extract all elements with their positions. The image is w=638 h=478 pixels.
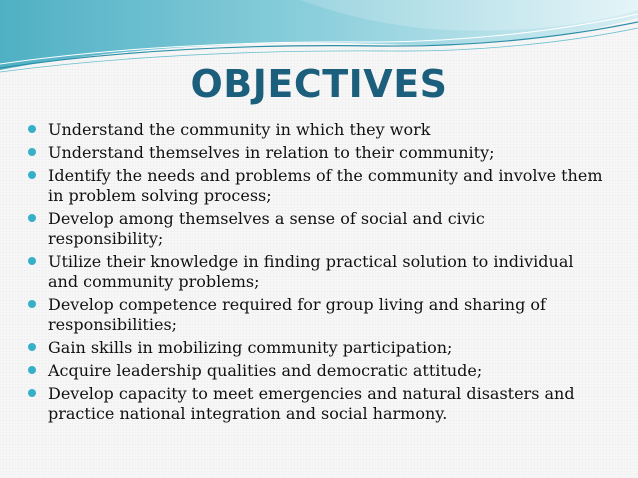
- list-item-text: Develop among themselves a sense of social and civic responsibility;: [48, 209, 485, 248]
- bullet-icon: [28, 300, 36, 308]
- bullet-icon: [28, 257, 36, 265]
- list-item-text: Understand the community in which they work: [48, 120, 431, 139]
- list-item: [28, 120, 603, 140]
- list-item-text: Understand themselves in relation to their community;: [48, 143, 495, 162]
- list-item: [28, 384, 603, 424]
- bullet-icon: [28, 389, 36, 397]
- bullet-icon: [28, 148, 36, 156]
- list-item: [28, 295, 603, 335]
- slide-title: OBJECTIVES: [190, 62, 448, 106]
- list-item-text: Gain skills in mobilizing community participation;: [48, 338, 453, 357]
- objectives-list: [28, 120, 603, 427]
- list-item: [28, 143, 603, 163]
- list-item-text: Acquire leadership qualities and democratic attitude;: [48, 361, 483, 380]
- list-item: [28, 166, 603, 206]
- bullet-icon: [28, 366, 36, 374]
- list-item-text: Develop competence required for group living and sharing of responsibilities;: [48, 295, 546, 334]
- list-item: [28, 338, 603, 358]
- list-item: [28, 361, 603, 381]
- list-item-text: Identify the needs and problems of the community and involve them in problem solving process;: [48, 166, 603, 205]
- list-item: [28, 252, 603, 292]
- bullet-icon: [28, 214, 36, 222]
- bullet-icon: [28, 125, 36, 133]
- bullet-icon: [28, 171, 36, 179]
- list-item-text: Develop capacity to meet emergencies and natural disasters and practice national integration and social harmony.: [48, 384, 575, 423]
- list-item-text: Utilize their knowledge in finding practical solution to individual and community problems;: [48, 252, 574, 291]
- bullet-icon: [28, 343, 36, 351]
- list-item: [28, 209, 603, 249]
